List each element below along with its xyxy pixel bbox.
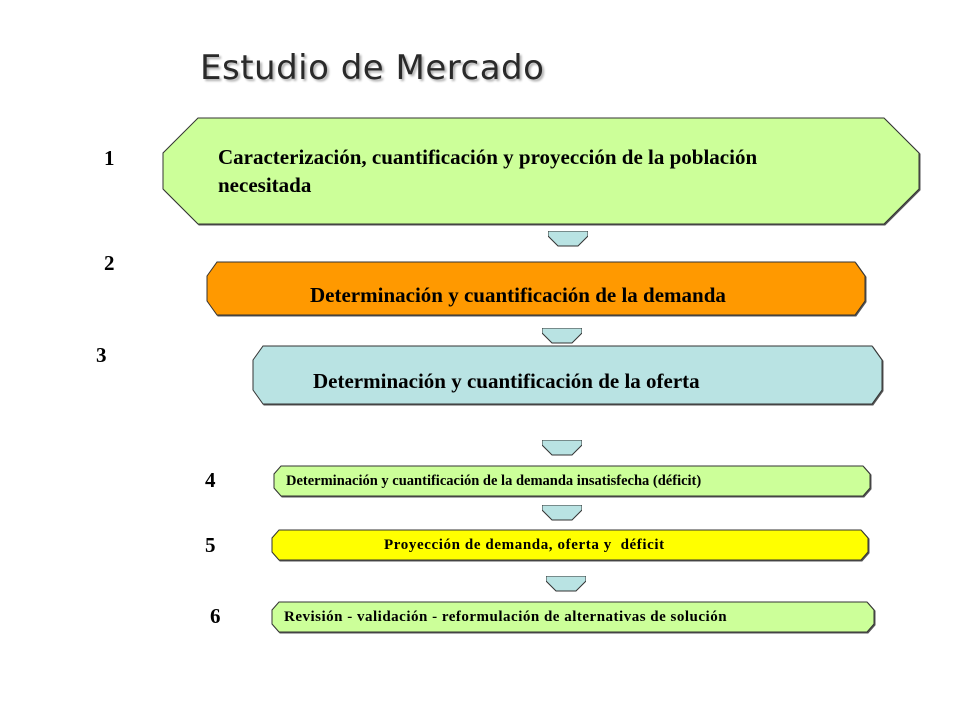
step-4-label: Determinación y cuantificación de la demanda insatisfecha (déficit) bbox=[286, 472, 702, 489]
arrow-2-3 bbox=[542, 328, 582, 348]
down-arrow-icon bbox=[548, 231, 588, 246]
arrow-3-4 bbox=[542, 440, 582, 460]
step-3-box bbox=[253, 346, 882, 404]
step-1-box bbox=[163, 118, 919, 224]
arrow-5-6 bbox=[546, 576, 586, 596]
step-4-box bbox=[274, 466, 870, 496]
step-2-number: 2 bbox=[104, 251, 115, 275]
step-3-label: Determinación y cuantificación de la oferta bbox=[313, 368, 700, 393]
arrow-4-5 bbox=[542, 505, 582, 525]
down-arrow-icon bbox=[542, 328, 582, 343]
step-6-label: Revisión - validación - reformulación de alternativas de solución bbox=[284, 608, 728, 625]
step-5-label: Proyección de demanda, oferta y déficit bbox=[384, 536, 665, 553]
diagram-title: Estudio de Mercado bbox=[200, 48, 545, 88]
step-6-number: 6 bbox=[210, 604, 221, 628]
step-1-number: 1 bbox=[104, 146, 115, 170]
step-6-box bbox=[272, 602, 874, 632]
step-4-number: 4 bbox=[205, 468, 216, 492]
down-arrow-icon bbox=[546, 576, 586, 591]
step-2-box bbox=[207, 262, 865, 315]
step-1-label: Caracterización, cuantificación y proyección de la población necesitada bbox=[218, 145, 758, 197]
step-5-number: 5 bbox=[205, 533, 216, 557]
step-3-number: 3 bbox=[96, 343, 107, 367]
down-arrow-icon bbox=[542, 505, 582, 520]
step-2-label: Determinación y cuantificación de la demanda bbox=[310, 283, 726, 307]
down-arrow-icon bbox=[542, 440, 582, 455]
step-5-box bbox=[272, 530, 868, 560]
arrow-1-2 bbox=[548, 231, 588, 251]
